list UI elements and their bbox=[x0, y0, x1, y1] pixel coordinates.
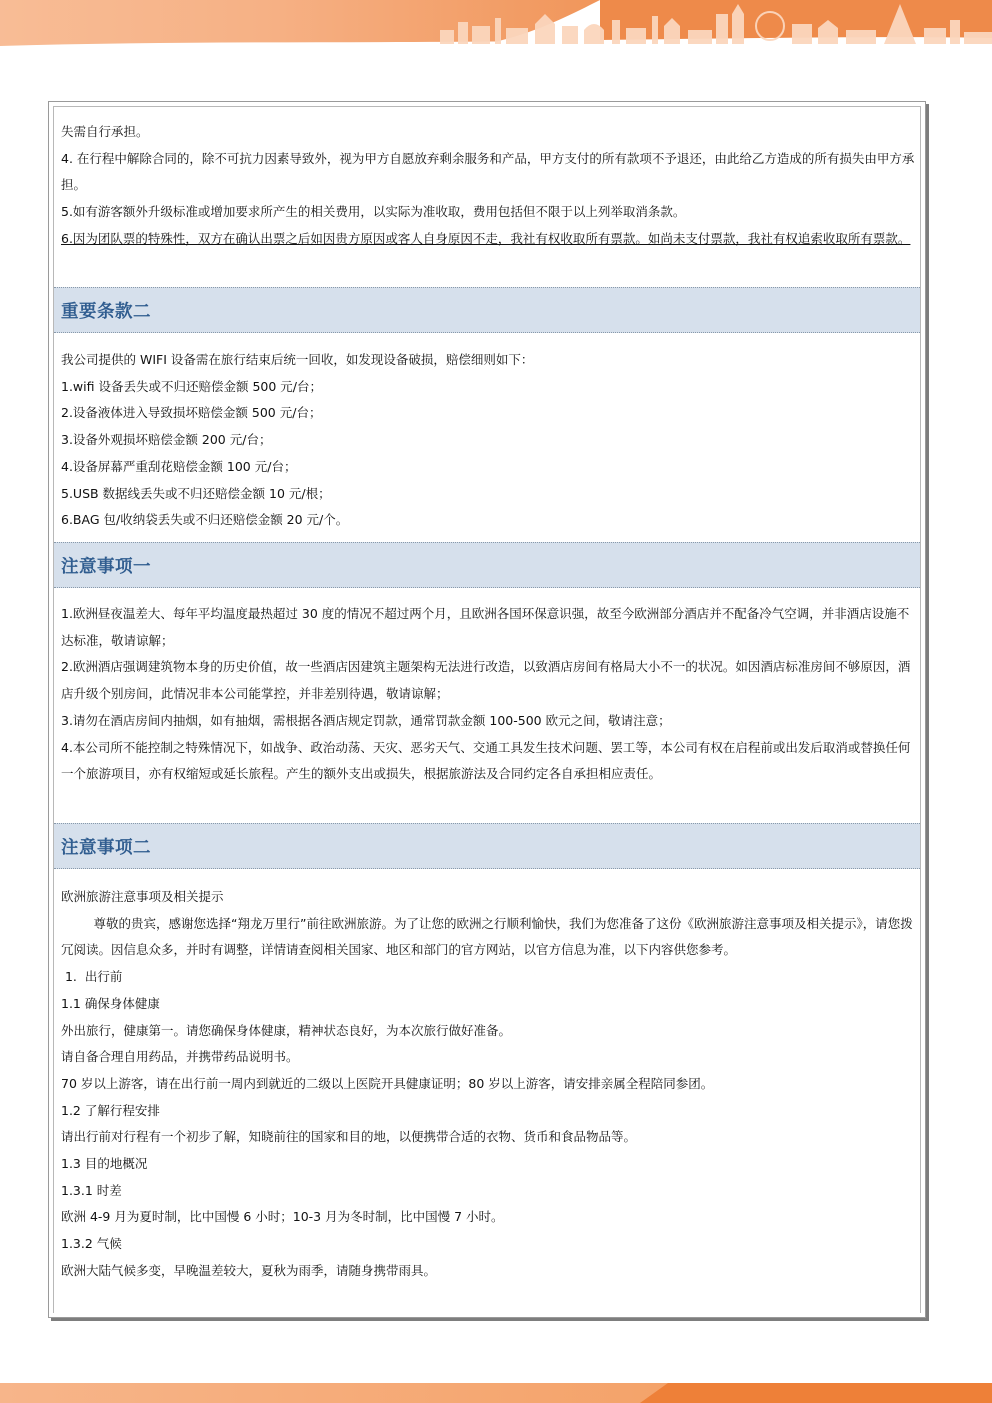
text-line: 1.1 确保身体健康 bbox=[61, 995, 160, 1011]
text-line: 5.USB 数据线丢失或不归还赔偿金额 10 元/根； bbox=[61, 485, 331, 501]
text-line: 2.设备液体进入导致损坏赔偿金额 500 元/台； bbox=[61, 405, 322, 421]
text-line: 1.2 了解行程安排 bbox=[61, 1102, 160, 1118]
text-line: 欧洲大陆气候多变，早晚温差较大，夏秋为雨季，请随身携带雨具。 bbox=[61, 1262, 437, 1278]
text-line: 2.欧洲酒店强调建筑物本身的历史价值，故一些酒店因建筑主题架构无法进行改造，以致酒店房间有格局大小不一的状况。如因酒店标准房间不够原因，酒店升级个别房间，此情况非本公司能掌控，并非差别待遇，敬请谅解； bbox=[61, 659, 911, 702]
notice2-paragraph bbox=[61, 884, 921, 1285]
section-header-notice2 bbox=[54, 823, 920, 869]
skyline-banner-graphic bbox=[0, 0, 992, 56]
footer-band-graphic bbox=[0, 1383, 992, 1403]
content-frame bbox=[48, 101, 926, 1318]
text-line: 4.设备屏幕严重刮花赔偿金额 100 元/台； bbox=[61, 458, 297, 474]
header-banner bbox=[0, 0, 992, 56]
cancellation-paragraph bbox=[61, 119, 921, 253]
text-line: 欧洲旅游注意事项及相关提示 bbox=[61, 889, 224, 904]
text-line: 6.BAG 包/收纳袋丢失或不归还赔偿金额 20 元/个。 bbox=[61, 512, 349, 528]
clause2-paragraph bbox=[61, 347, 921, 534]
text-line: 我公司提供的 WIFI 设备需在旅行结束后统一回收，如发现设备破损，赔偿细则如下： bbox=[61, 352, 534, 367]
text-line: 70 岁以上游客，请在出行前一周内到就近的二级以上医院开具健康证明；80 岁以上游客，请安排亲属全程陪同参团。 bbox=[61, 1075, 714, 1091]
text-line: 3.请勿在酒店房间内抽烟，如有抽烟，需根据各酒店规定罚款，通常罚款金额 100-500 欧元之间，敬请注意； bbox=[61, 712, 671, 728]
text-line: 1.3.1 时差 bbox=[61, 1182, 122, 1198]
section-header-clause2 bbox=[54, 287, 920, 333]
text-line: 1.欧洲昼夜温差大、每年平均温度最热超过 30 度的情况不超过两个月，且欧洲各国环保意识强，故至今欧洲部分酒店并不配备冷气空调，并非酒店设施不达标准，敬请谅解； bbox=[61, 606, 910, 648]
text-line: 4.本公司所不能控制之特殊情况下，如战争、政治动荡、天灾、恶劣天气、交通工具发生技术问题、罢工等，本公司有权在启程前或出发后取消或替换任何一个旅游项目，亦有权缩短或延长旅程。产生的额外支出或损失，根据旅游法及合同约定各自承担相应责任。 bbox=[61, 739, 911, 782]
text-line: 1.3 目的地概况 bbox=[61, 1156, 148, 1172]
section-title: 注意事项二 bbox=[61, 838, 151, 858]
text-line: 欧洲 4-9 月为夏时制，比中国慢 6 小时；10-3 月为冬时制，比中国慢 7 小时。 bbox=[61, 1209, 504, 1225]
section-header-notice1 bbox=[54, 542, 920, 588]
text-line: 5.如有游客额外升级标准或增加要求所产生的相关费用，以实际为准收取，费用包括但不限于以上列举取消条款。 bbox=[61, 204, 686, 220]
text-line: 1.3.2 气候 bbox=[61, 1236, 122, 1252]
text-line-underlined: 6.因为团队票的特殊性，双方在确认出票之后如因贵方原因或客人自身原因不走，我社有权收取所有票款。如尚未支付票款，我社有权追索收取所有票款。 bbox=[61, 230, 911, 246]
text-line: 3.设备外观损坏赔偿金额 200 元/台； bbox=[61, 432, 272, 448]
content-inner-border bbox=[53, 106, 921, 1313]
footer-band bbox=[0, 1383, 992, 1403]
text-line: 4. 在行程中解除合同的，除不可抗力因素导致外，视为甲方自愿放弃剩余服务和产品，甲方支付的所有款项不予退还，由此给乙方造成的所有损失由甲方承担。 bbox=[61, 150, 915, 193]
section-title: 重要条款二 bbox=[61, 302, 151, 322]
text-line: 1.wifi 设备丢失或不归还赔偿金额 500 元/台； bbox=[61, 378, 322, 394]
section-title: 注意事项一 bbox=[61, 557, 151, 577]
text-line: 失需自行承担。 bbox=[61, 124, 149, 139]
text-line-heading: 1. 出行前 bbox=[61, 969, 123, 985]
text-line: 请自备合理自用药品，并携带药品说明书。 bbox=[61, 1049, 299, 1065]
notice1-paragraph bbox=[61, 601, 921, 788]
text-line-intro: 尊敬的贵宾，感谢您选择“翔龙万里行”前往欧洲旅游。为了让您的欧洲之行顺利愉快，我们为您准备了这份《欧洲旅游注意事项及相关提示》，请您拨冗阅读。因信息众多，并时有调整，详情请查阅相关国家、地区和部门的官方网站，以官方信息为准，以下内容供您参考。 bbox=[61, 915, 913, 958]
text-line: 外出旅行，健康第一。请您确保身体健康，精神状态良好，为本次旅行做好准备。 bbox=[61, 1022, 512, 1038]
text-line: 请出行前对行程有一个初步了解，知晓前往的国家和目的地，以便携带合适的衣物、货币和食品物品等。 bbox=[61, 1129, 637, 1145]
